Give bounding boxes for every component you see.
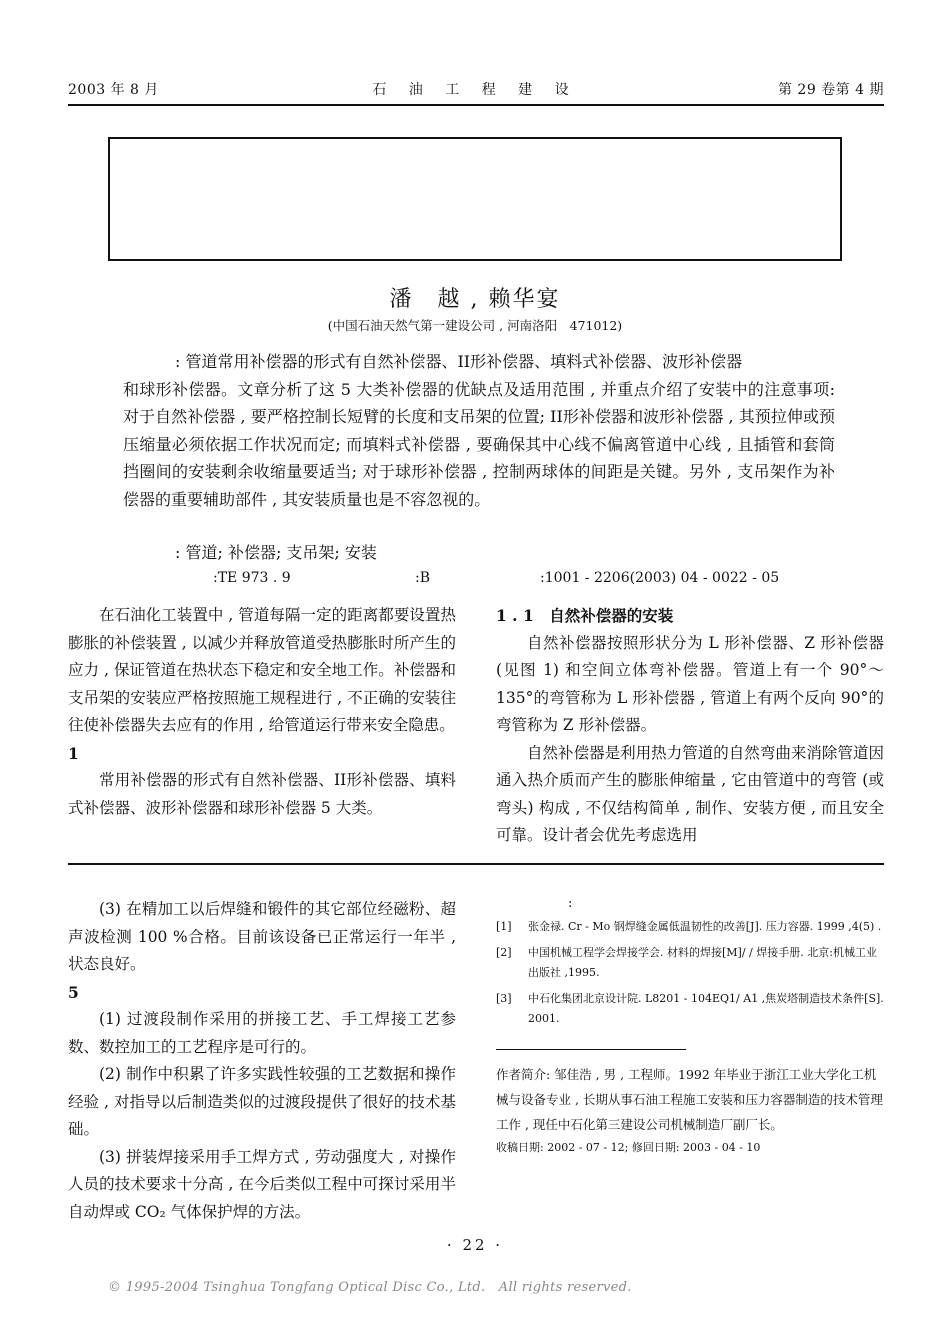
article-id: :1001 - 2206(2003) 04 - 0022 - 05 <box>540 570 780 586</box>
body-column-3 <box>68 896 456 1226</box>
header-rule <box>68 104 884 106</box>
section-heading-5: 5 <box>68 982 79 1002</box>
keywords: : 管道; 补偿器; 支吊架; 安装 <box>175 543 377 562</box>
affiliation: (中国石油天然气第一建设公司 , 河南洛阳 471012) <box>327 318 623 333</box>
reference-item <box>496 989 886 1029</box>
header-volume: 第 29 卷第 4 期 <box>777 82 884 98</box>
subsection-paragraph-1: 自然补偿器按照形状分为 L 形补偿器、Z 形补偿器 (见图 1) 和空间立体弯补偿器。管道上有一个 90°～135°的弯管称为 L 形补偿器 , 管道上有两个反向 90°的弯管称为 Z 形补偿器。 <box>496 633 884 734</box>
title-box <box>108 137 842 261</box>
reference-number: [3] <box>496 992 512 1005</box>
page-number: · 22 · <box>446 1236 504 1254</box>
received-dates: 收稿日期: 2002 - 07 - 12; 修回日期: 2003 - 04 - 10 <box>496 1141 761 1154</box>
reference-text: 中石化集团北京设计院. L8201 - 104EQ1/ A1 ,焦炭塔制造技术条件[S]. 2001. <box>528 992 884 1025</box>
header-date: 2003 年 8 月 <box>68 82 159 98</box>
references-label: : <box>568 896 573 911</box>
copyright-notice: © 1995-2004 Tsinghua Tongfang Optical Disc Co., Ltd. All rights reserved. <box>108 1280 632 1295</box>
section-1-paragraph: 常用补偿器的形式有自然补偿器、II形补偿器、填料式补偿器、波形补偿器和球形补偿器 5 大类。 <box>68 771 456 817</box>
abstract-line-1: : 管道常用补偿器的形式有自然补偿器、II形补偿器、填料式补偿器、波形补偿器 <box>175 352 743 371</box>
reference-text: 张金禄. Cr - Mo 钢焊缝金属低温韧性的改善[J]. 压力容器. 1999 ,4(5) . <box>528 920 882 933</box>
conclusion-paragraph-3: (3) 在精加工以后焊缝和锻件的其它部位经磁粉、超声波检测 100 %合格。目前该设备已正常运行一年半 , 状态良好。 <box>68 900 456 973</box>
abstract <box>123 348 835 513</box>
subsection-paragraph-2: 自然补偿器是利用热力管道的自然弯曲来消除管道因通入热介质而产生的膨胀伸缩量 , 它由管道中的弯管 (或弯头) 构成 , 不仅结构简单 , 制作、安装方便 , 而且安全可靠。设计者会优先考虑选用 <box>496 743 884 844</box>
reference-number: [1] <box>496 920 512 933</box>
body-column-2 <box>496 602 884 850</box>
abstract-body: 和球形补偿器。文章分析了这 5 大类补偿器的优缺点及适用范围 , 并重点介绍了安装中的注意事项: 对于自然补偿器 , 要严格控制长短臂的长度和支吊架的位置; II形补偿器和波形补偿器 , 其预拉伸或预压缩量必须依据工作状况而定; 而填料式补偿器 , 要确保其中心线不偏离管道中心线 , 且插管和套筒挡圈间的安装剩余收缩量要适当; 对于球形补偿器 , 控制两球体的间距是关键。另外 , 支吊架作为补偿器的重要辅助部件 , 其安装质量也是不容忽视的。 <box>123 379 835 509</box>
intro-paragraph: 在石油化工装置中 , 管道每隔一定的距离都要设置热膨胀的补偿装置 , 以减少并释放管道受热膨胀时所产生的应力 , 保证管道在热状态下稳定和安全地工作。补偿器和支吊架的安装应严格按照施工规程进行 , 不正确的安装往往使补偿器失去应有的作用 , 给管道运行带来安全隐患。 <box>68 606 456 734</box>
author-bio: 作者简介: 邹佳浩 , 男 , 工程师。1992 年毕业于浙江工业大学化工机械与设备专业 , 长期从事石油工程施工安装和压力容器制造的技术管理工作 , 现任中石化第三建设公司机械制造厂副厂长。 <box>496 1067 883 1132</box>
conclusion-item-3: (3) 拼装焊接采用手工焊方式 , 劳动强度大 , 对操作人员的技术要求十分高 , 在今后类似工程中可探讨采用半自动焊或 CO₂ 气体保护焊的方法。 <box>68 1147 456 1221</box>
body-column-1 <box>68 602 456 822</box>
document-code: :B <box>415 570 431 586</box>
section-divider <box>68 863 884 865</box>
references-column <box>496 896 886 1159</box>
journal-title: 石 油 工 程 建 设 <box>372 82 578 98</box>
authors: 潘 越 , 赖华宴 <box>389 287 561 312</box>
reference-text: 中国机械工程学会焊接学会. 材料的焊接[M]/ / 焊接手册. 北京:机械工业出版社 ,1995. <box>528 946 877 979</box>
conclusion-item-2: (2) 制作中积累了许多实践性较强的工艺数据和操作经验 , 对指导以后制造类似的过渡段提供了很好的技术基础。 <box>68 1065 456 1138</box>
clc-number: :TE 973 . 9 <box>213 570 291 586</box>
reference-number: [2] <box>496 946 512 959</box>
footnote-rule <box>496 1049 686 1050</box>
conclusion-item-1: (1) 过渡段制作采用的拼接工艺、手工焊接工艺参数、数控加工的工艺程序是可行的。 <box>68 1010 456 1056</box>
reference-item <box>496 943 886 983</box>
classification-line <box>0 570 950 590</box>
section-heading-1: 1 <box>68 743 79 763</box>
reference-item <box>496 917 886 937</box>
subsection-heading-1-1: 1 . 1 自然补偿器的安装 <box>496 606 674 625</box>
